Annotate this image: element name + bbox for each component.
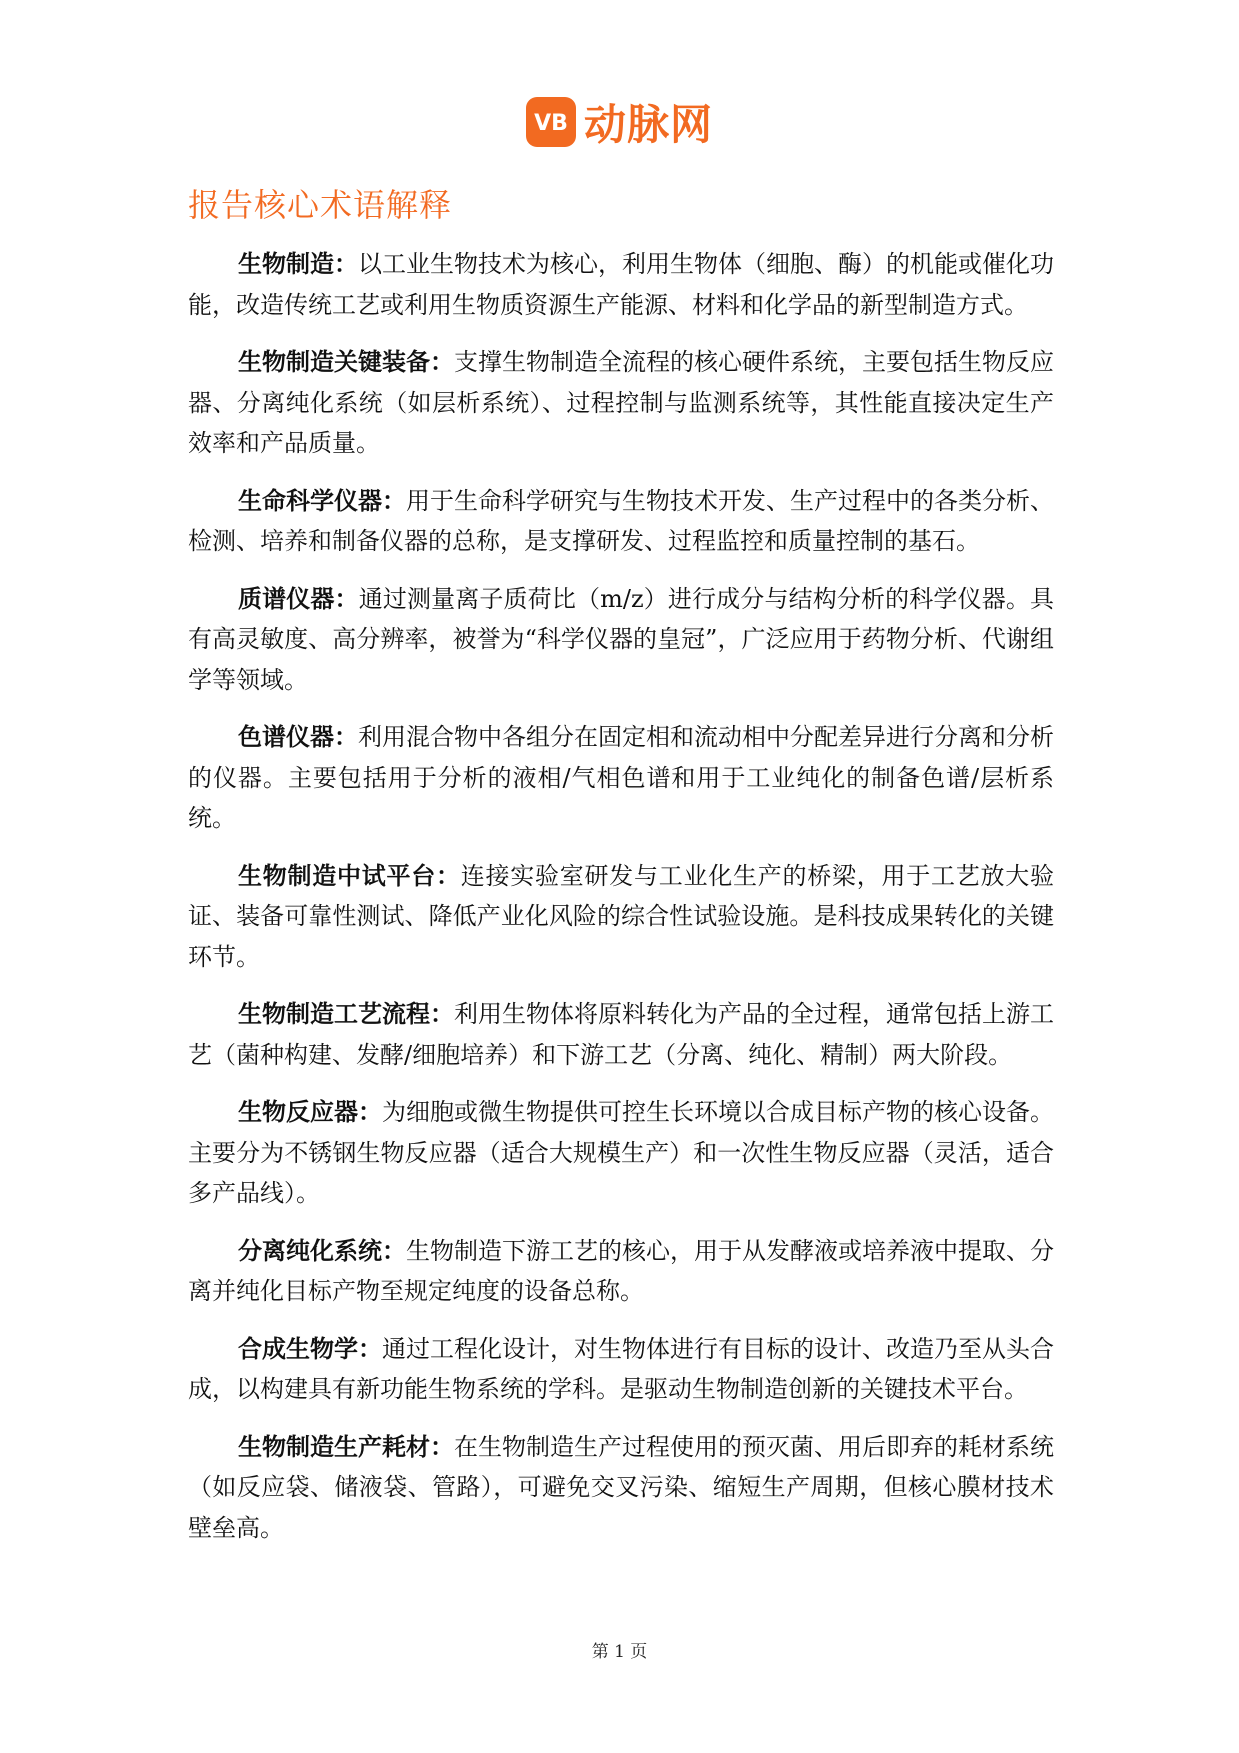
entry-definition: 通过测量离子质荷比（m/z）进行成分与结构分析的科学仪器。具有高灵敏度、高分辨率，被誉为“科学仪器的皇冠”，广泛应用于药物分析、代谢组学等领域。 [188, 584, 1054, 694]
brand-name: 动脉网 [583, 100, 713, 149]
glossary-list [188, 244, 1054, 1565]
entry-definition: 用于生命科学研究与生物技术开发、生产过程中的各类分析、检测、培养和制备仪器的总称，是支撑研发、过程监控和质量控制的基石。 [188, 486, 1054, 555]
entry-definition: 连接实验室研发与工业化生产的桥梁，用于工艺放大验证、装备可靠性测试、降低产业化风险的综合性试验设施。是科技成果转化的关键环节。 [188, 861, 1054, 971]
brand-logo [0, 92, 1239, 152]
entry-term: 色谱仪器： [238, 723, 358, 751]
entry-term: 质谱仪器： [238, 584, 359, 613]
glossary-entry [188, 1427, 1054, 1549]
entry-term: 生物制造工艺流程： [238, 1000, 454, 1028]
entry-definition: 在生物制造生产过程使用的预灭菌、用后即弃的耗材系统（如反应袋、储液袋、管路），可避免交叉污染、缩短生产周期，但核心膜材技术壁垒高。 [188, 1432, 1054, 1542]
svg-text:VB: VB [534, 111, 568, 136]
brand-logo-icon [526, 97, 576, 147]
glossary-entry [188, 481, 1054, 562]
glossary-entry [188, 994, 1054, 1075]
page-title: 报告核心术语解释 [188, 186, 453, 224]
entry-term: 生物制造关键装备： [238, 348, 454, 376]
entry-definition: 生物制造下游工艺的核心，用于从发酵液或培养液中提取、分离并纯化目标产物至规定纯度的设备总称。 [188, 1236, 1054, 1305]
glossary-entry [188, 579, 1054, 701]
glossary-entry [188, 1329, 1054, 1410]
glossary-entry [188, 1092, 1054, 1214]
glossary-entry [188, 1231, 1054, 1312]
glossary-entry [188, 342, 1054, 464]
entry-term: 分离纯化系统： [238, 1236, 406, 1265]
glossary-entry [188, 244, 1054, 325]
entry-term: 生物制造： [238, 250, 358, 278]
entry-term: 生物制造中试平台： [238, 861, 461, 890]
entry-definition: 以工业生物技术为核心，利用生物体（细胞、酶）的机能或催化功能，改造传统工艺或利用生物质资源生产能源、材料和化学品的新型制造方式。 [188, 250, 1054, 319]
entry-term: 合成生物学： [238, 1334, 382, 1363]
entry-definition: 利用生物体将原料转化为产品的全过程，通常包括上游工艺（菌种构建、发酵/细胞培养）和下游工艺（分离、纯化、精制）两大阶段。 [188, 1000, 1054, 1069]
page-number: 第 1 页 [591, 1642, 648, 1662]
entry-definition: 通过工程化设计，对生物体进行有目标的设计、改造乃至从头合成，以构建具有新功能生物系统的学科。是驱动生物制造创新的关键技术平台。 [188, 1334, 1054, 1403]
vb-mark-icon [532, 107, 570, 137]
entry-term: 生物制造生产耗材： [238, 1432, 454, 1461]
glossary-entry [188, 717, 1054, 839]
entry-term: 生物反应器： [238, 1098, 382, 1126]
entry-term: 生命科学仪器： [238, 486, 406, 515]
entry-definition: 支撑生物制造全流程的核心硬件系统，主要包括生物反应器、分离纯化系统（如层析系统）、过程控制与监测系统等，其性能直接决定生产效率和产品质量。 [188, 348, 1054, 457]
glossary-entry [188, 856, 1054, 978]
entry-definition: 利用混合物中各组分在固定相和流动相中分配差异进行分离和分析的仪器。主要包括用于分析的液相/气相色谱和用于工业纯化的制备色谱/层析系统。 [188, 723, 1054, 832]
entry-definition: 为细胞或微生物提供可控生长环境以合成目标产物的核心设备。主要分为不锈钢生物反应器（适合大规模生产）和一次性生物反应器（灵活，适合多产品线）。 [188, 1098, 1054, 1207]
